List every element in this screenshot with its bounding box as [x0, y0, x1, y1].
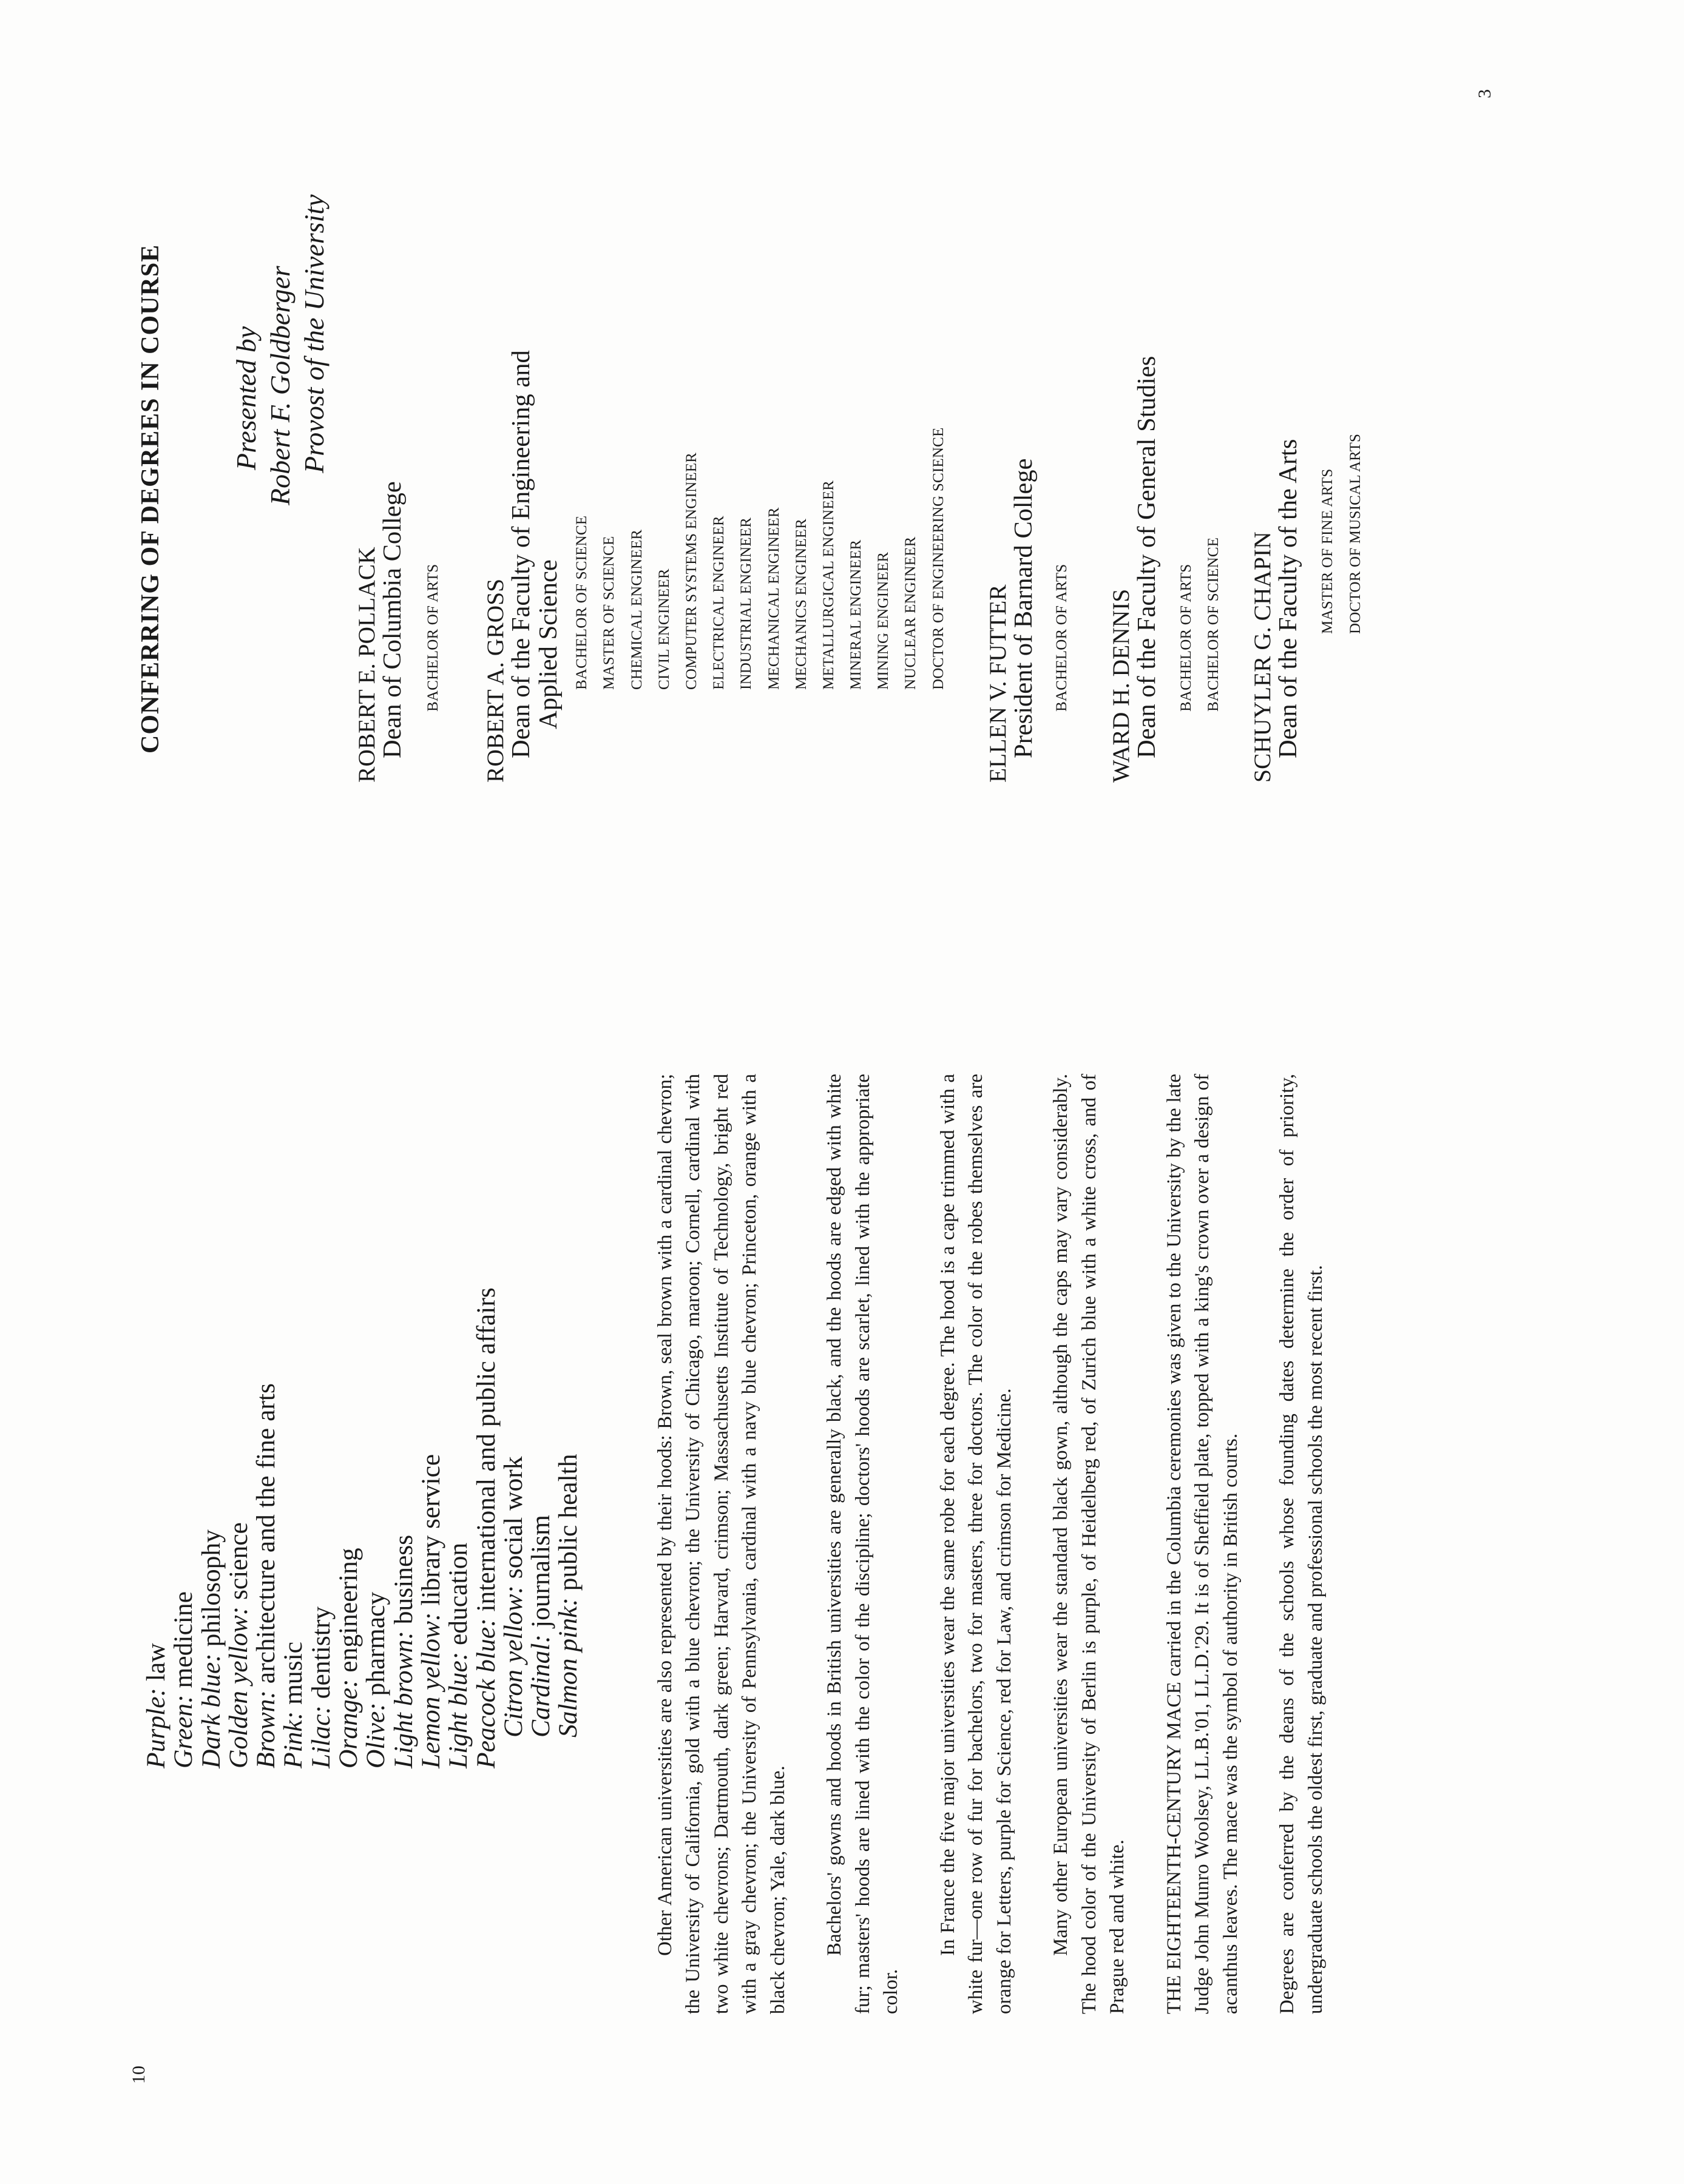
degree-item: DOCTOR OF MUSICAL ARTS: [1347, 433, 1364, 634]
dean-name: WARD H. DENNIS: [1107, 588, 1134, 783]
degree-item: MASTER OF FINE ARTS: [1319, 468, 1336, 634]
hood-color-item: Golden yellow: science: [223, 1522, 253, 1768]
page-title: CONFERRING OF DEGREES IN COURSE: [137, 244, 164, 753]
presenter-name: Robert F. Goldberger: [265, 266, 296, 505]
dean-name: ROBERT E. POLLACK: [353, 547, 380, 783]
degree-item: COMPUTER SYSTEMS ENGINEER: [683, 452, 700, 690]
degree-item: MECHANICS ENGINEER: [793, 518, 810, 690]
degree-item: BACHELOR OF SCIENCE: [573, 515, 590, 690]
academic-dress-section: [143, 1074, 1330, 2014]
hood-color-item: Green: medicine: [169, 1591, 198, 1768]
conferring-section: [132, 146, 1369, 783]
dean-name: ELLEN V. FUTTER: [984, 584, 1011, 783]
hood-color-item: Dark blue: philosophy: [196, 1529, 226, 1768]
paragraph-france-robes: In France the five major universities wear the same robe for each degree. The hood is a cape trimmed with a white fur—one row of fur for bachelors, two for masters, three for doctors. The color of the robes themselves are orange for Letters, purple for Science, red for Law, and crimson for Medicine.: [936, 1074, 1015, 2014]
dean-name: SCHUYLER G. CHAPIN: [1249, 531, 1276, 783]
degree-item: BACHELOR OF SCIENCE: [1205, 537, 1222, 712]
paragraph-american-hoods: Other American universities are also represented by their hoods: Brown, seal brown with a cardinal chevron; the University of California, gold with a blue chevron; the University of Chicago, maroon; Cornell, cardinal with two white chevrons; Dartmouth, dark green; Harvard, crimson; Massachusetts Institute of Technology, bright red with a gray chevron; the University of Pennsylvania, cardinal with a navy blue chevron; Princeton, orange with a black chevron; Yale, dark blue.: [654, 1074, 789, 2014]
dean-title: President of Barnard College: [1009, 458, 1038, 758]
paragraph-degree-order: Degrees are conferred by the deans of the schools whose founding dates determine the order of priority, undergraduate schools the oldest first, graduate and professional schools the most recent first.: [1276, 1074, 1327, 2014]
page-number-left: 10: [129, 2066, 149, 2084]
hood-color-item: Cardinal: journalism: [526, 1515, 556, 1737]
degree-item: CIVIL ENGINEER: [655, 568, 672, 690]
presented-by: Presented by: [231, 326, 262, 470]
hood-color-item: Peacock blue: international and public affairs: [471, 1287, 501, 1768]
hood-color-item: Brown: architecture and the fine arts: [251, 1383, 281, 1768]
dean-name: ROBERT A. GROSS: [482, 578, 509, 783]
dean-title: Dean of Columbia College: [378, 481, 407, 758]
degree-item: DOCTOR OF ENGINEERING SCIENCE: [930, 427, 947, 690]
degree-item: NUCLEAR ENGINEER: [902, 536, 919, 690]
hood-color-item: Lemon yellow: library service: [416, 1454, 445, 1768]
hood-color-item: Orange: engineering: [334, 1548, 364, 1768]
degree-item: MINERAL ENGINEER: [848, 539, 865, 690]
dean-title: Dean of the Faculty of General Studies: [1132, 356, 1161, 758]
degree-item: MINING ENGINEER: [875, 551, 892, 690]
degree-item: BACHELOR OF ARTS: [1053, 564, 1070, 712]
degree-item: BACHELOR OF ARTS: [425, 564, 441, 712]
presenter-title: Provost of the University: [299, 194, 330, 473]
hood-color-item: Light brown: business: [388, 1534, 418, 1768]
paragraph-european-gowns: Many other European universities wear the standard black gown, although the caps may vary considerably. The hood color of the University of Berlin is purple, of Heidelberg red, of Zurich blue with a white cross, and of Prague red and white.: [1050, 1074, 1129, 2014]
hood-color-item: Light blue: education: [444, 1542, 473, 1768]
degree-item: CHEMICAL ENGINEER: [628, 529, 645, 690]
hood-color-item: Pink: music: [279, 1642, 308, 1768]
degree-item: BACHELOR OF ARTS: [1178, 564, 1194, 712]
dean-title: Applied Science: [534, 559, 563, 729]
paragraph-mace: THE EIGHTEENTH-CENTURY MACE carried in the Columbia ceremonies was given to the University by the late Judge John Munro Woolsey, LL.B.'01, LL.D.'29. It is of Sheffield plate, topped with a king's crown over a design of acanthus leaves. The mace was the symbol of authority in British courts.: [1163, 1074, 1242, 2014]
degree-item: ELECTRICAL ENGINEER: [711, 516, 728, 690]
hood-color-item: Lilac: dentistry: [306, 1606, 336, 1768]
degree-item: METALLURGICAL ENGINEER: [820, 480, 837, 690]
hood-color-item: Citron yellow: social work: [498, 1456, 528, 1737]
hood-color-item: Salmon pink: public health: [553, 1454, 583, 1737]
degree-item: INDUSTRIAL ENGINEER: [738, 517, 755, 690]
degree-item: MASTER OF SCIENCE: [601, 536, 618, 690]
degree-item: MECHANICAL ENGINEER: [765, 507, 782, 690]
paragraph-british-gowns: Bachelors' gowns and hoods in British universities are generally black, and the hoods are edged with white fur; masters' hoods are lined with the color of the discipline; doctors' hoods are scarlet, lined with the appropriate color.: [823, 1074, 902, 2014]
page-number-right: 3: [1475, 89, 1495, 98]
dean-title: Dean of the Faculty of Engineering and: [507, 350, 536, 758]
hood-color-item: Olive: pharmacy: [361, 1591, 391, 1768]
hood-color-item: Purple: law: [141, 1643, 171, 1768]
dean-title: Dean of the Faculty of the Arts: [1274, 439, 1303, 758]
hood-color-list: [143, 1074, 583, 2014]
